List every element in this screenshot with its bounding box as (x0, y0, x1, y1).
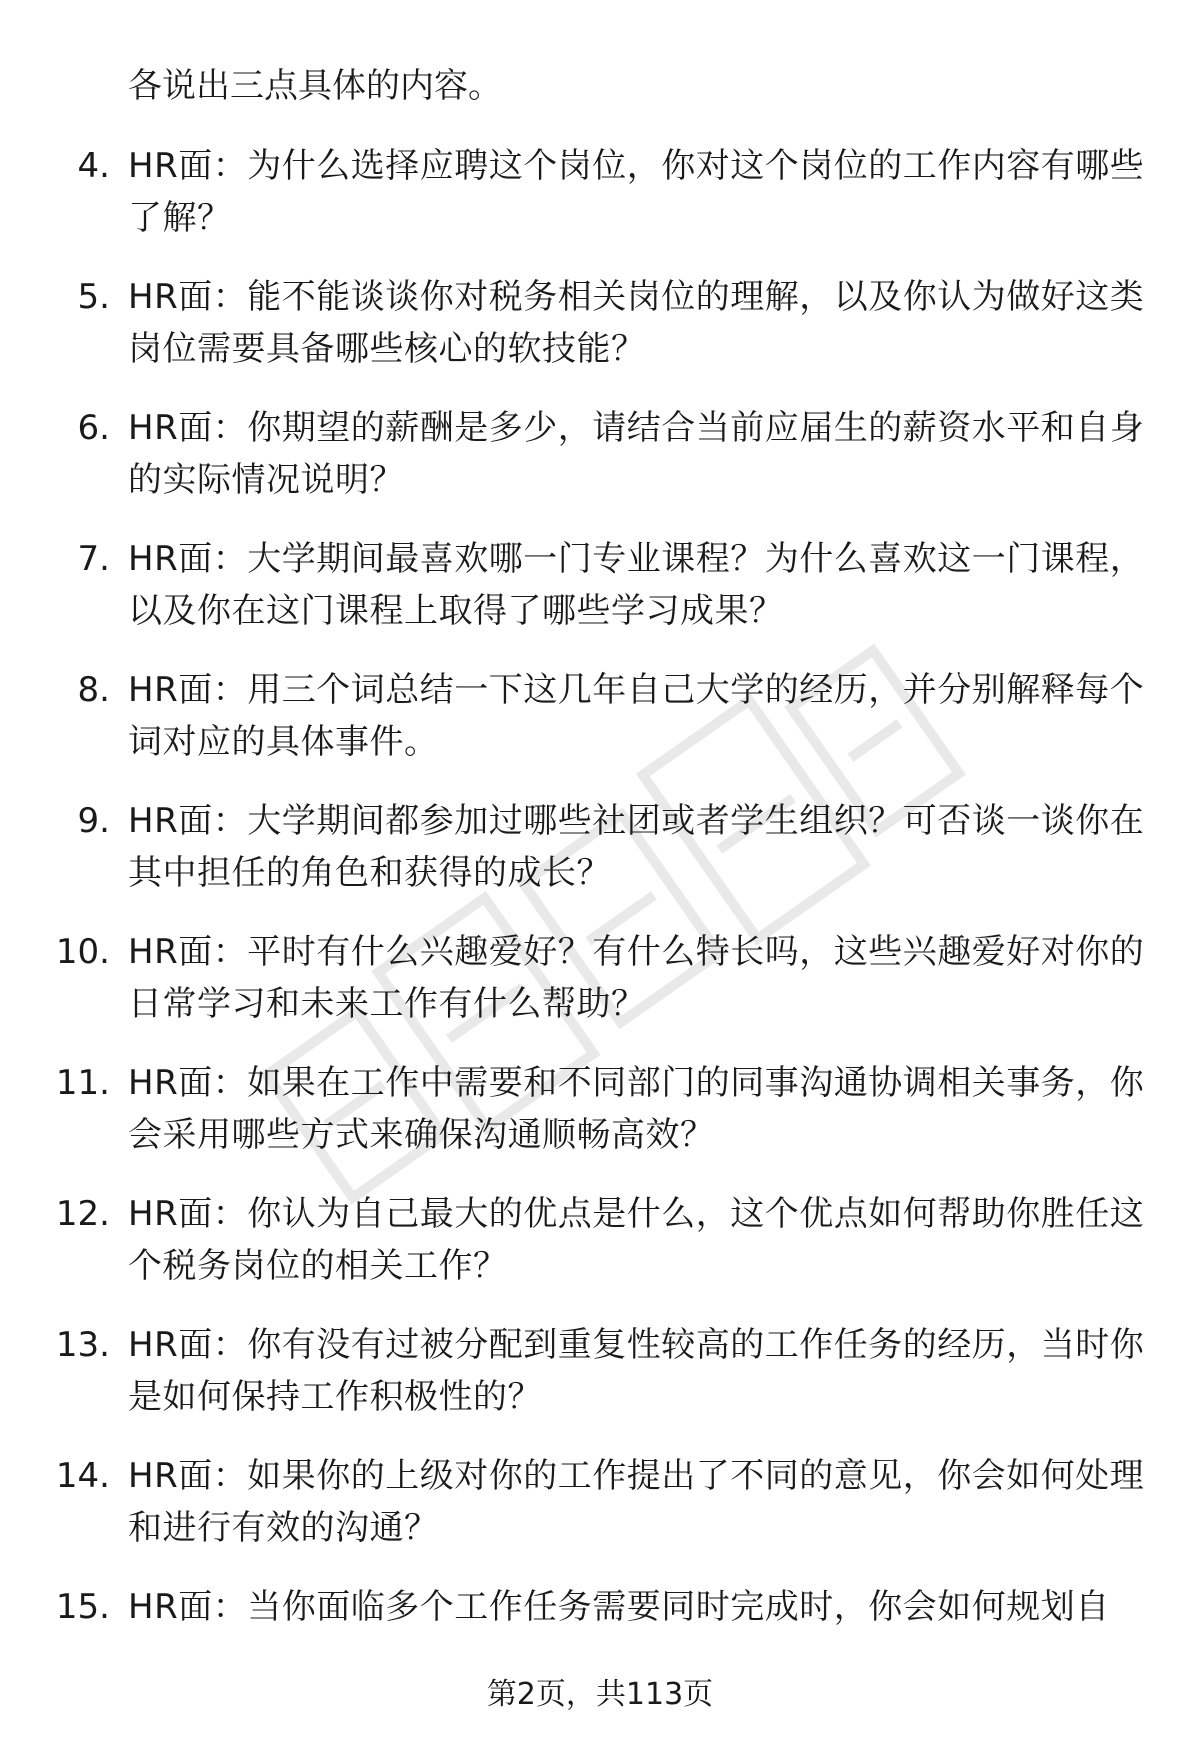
question-text: HR面：用三个词总结一下这几年自己大学的经历，并分别解释每个词对应的具体事件。 (128, 670, 1145, 762)
question-text: HR面：你认为自己最大的优点是什么，这个优点如何帮助你胜任这个税务岗位的相关工作？ (128, 1194, 1145, 1286)
question-number: 4. (77, 146, 110, 186)
question-text: HR面：当你面临多个工作任务需要同时完成时，你会如何规划自 (128, 1587, 1110, 1627)
question-number: 10. (55, 932, 110, 972)
question-text: HR面：如果你的上级对你的工作提出了不同的意见，你会如何处理和进行有效的沟通？ (128, 1456, 1145, 1548)
list-item (0, 926, 1200, 1030)
list-item (0, 1319, 1200, 1423)
question-text: HR面：如果在工作中需要和不同部门的同事沟通协调相关事务，你会采用哪些方式来确保沟通顺畅高效？ (128, 1063, 1145, 1155)
list-item (0, 533, 1200, 637)
question-text: HR面：平时有什么兴趣爱好？有什么特长吗，这些兴趣爱好对你的日常学习和未来工作有什么帮助？ (128, 932, 1145, 1024)
list-item (0, 1581, 1200, 1685)
list-item (0, 795, 1200, 899)
list-item (0, 140, 1200, 244)
question-number: 15. (55, 1587, 110, 1627)
list-item (0, 271, 1200, 375)
question-text: HR面：能不能谈谈你对税务相关岗位的理解，以及你认为做好这类岗位需要具备哪些核心的软技能？ (128, 277, 1145, 369)
question-text: HR面：大学期间都参加过哪些社团或者学生组织？可否谈一谈你在其中担任的角色和获得的成长？ (128, 801, 1145, 893)
list-item (0, 402, 1200, 506)
list-item (0, 1057, 1200, 1161)
question-list (0, 140, 1200, 1712)
list-item (0, 1188, 1200, 1292)
question-number: 11. (55, 1063, 110, 1103)
question-text: HR面：为什么选择应聘这个岗位，你对这个岗位的工作内容有哪些了解？ (128, 146, 1145, 238)
question-number: 13. (55, 1325, 110, 1365)
question-number: 9. (77, 801, 110, 841)
question-number: 14. (55, 1456, 110, 1496)
question-number: 8. (77, 670, 110, 710)
continuation-text: 各说出三点具体的内容。 (128, 66, 502, 106)
question-number: 5. (77, 277, 110, 317)
question-number: 6. (77, 408, 110, 448)
page-footer: 第2页，共113页 (486, 1677, 714, 1712)
question-text: HR面：你有没有过被分配到重复性较高的工作任务的经历，当时你是如何保持工作积极性的？ (128, 1325, 1145, 1417)
question-text: HR面：你期望的薪酬是多少，请结合当前应届生的薪资水平和自身的实际情况说明？ (128, 408, 1145, 500)
list-item (0, 1450, 1200, 1554)
list-item (0, 664, 1200, 768)
question-text: HR面：大学期间最喜欢哪一门专业课程？为什么喜欢这一门课程，以及你在这门课程上取得了哪些学习成果？ (128, 539, 1145, 631)
question-number: 7. (77, 539, 110, 579)
question-number: 12. (55, 1194, 110, 1234)
